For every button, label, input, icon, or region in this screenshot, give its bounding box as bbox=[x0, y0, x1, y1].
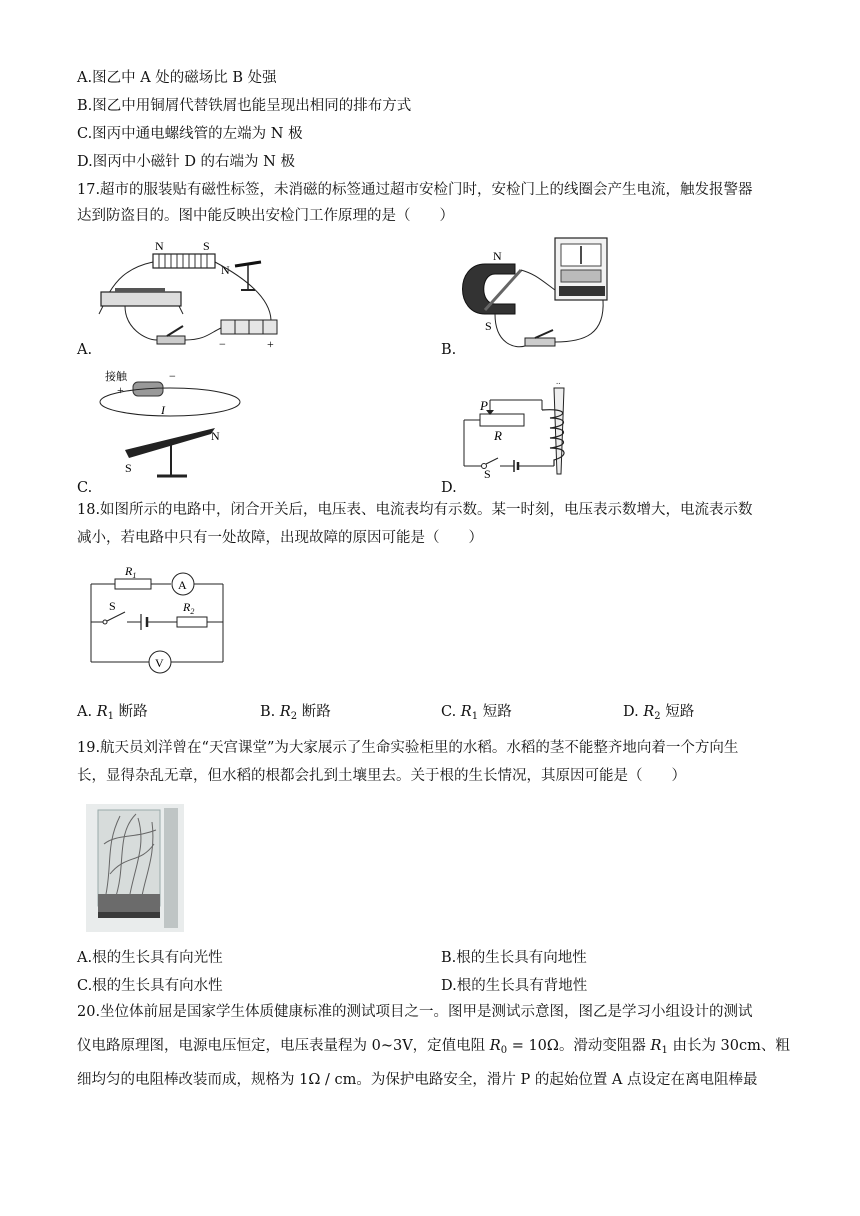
wire-loop bbox=[100, 388, 240, 416]
label-s: S bbox=[125, 461, 132, 475]
label-i: I bbox=[161, 403, 165, 417]
label-n2: N bbox=[221, 263, 230, 277]
svg-text:R1 bbox=[124, 564, 136, 580]
label-contact: 接触 bbox=[105, 371, 127, 383]
q17-figure-a bbox=[95, 238, 295, 354]
q17-figure-d bbox=[458, 378, 578, 480]
r2-symbol: R bbox=[183, 600, 191, 614]
svg-text:..: .. bbox=[556, 378, 561, 386]
r1-symbol: R bbox=[125, 564, 133, 578]
q18-option-a: A. $R_1$ 断路 bbox=[77, 704, 148, 722]
label-minus: − bbox=[169, 369, 176, 383]
label-p: P bbox=[480, 398, 488, 413]
q20-stem-line1: 20.坐位体前屈是国家学生体质健康标准的测试项目之一。图甲是测试示意图，图乙是学习小组设计的测试 bbox=[77, 1004, 753, 1020]
q16-option-b: B.图乙中用铜屑代替铁屑也能呈现出相同的排布方式 bbox=[77, 98, 412, 114]
q18-stem-line1: 18.如图所示的电路中，闭合开关后，电压表、电流表均有示数。某一时刻，电压表示数增大，电流表示数 bbox=[77, 502, 753, 518]
label-s: S bbox=[485, 319, 492, 333]
q18-option-c: C. $R_1$ 短路 bbox=[441, 704, 512, 722]
voltmeter-label: V bbox=[155, 656, 164, 670]
q19-option-a: A.根的生长具有向光性 bbox=[77, 950, 223, 966]
q20-stem-line2: 仪电路原理图，电源电压恒定，电压表量程为 0~3V，定值电阻 $R_0 = 10\Omega$。滑动变阻器 $R_1$ 由长为 30cm、粗 bbox=[77, 1038, 790, 1056]
label-n: N bbox=[155, 239, 164, 253]
battery-minus: − bbox=[219, 337, 226, 351]
switch bbox=[525, 338, 555, 346]
resistor-r1 bbox=[115, 579, 151, 589]
q18-stem-line2: 减小，若电路中只有一处故障，出现故障的原因可能是（ ） bbox=[77, 530, 483, 546]
resistor-r2 bbox=[177, 617, 207, 627]
q18-circuit-diagram bbox=[85, 562, 233, 676]
q17-option-a-label: A. bbox=[77, 342, 93, 358]
q18-option-d: D. $R_2$ 短路 bbox=[623, 704, 695, 722]
rheostat bbox=[101, 292, 181, 306]
r2-sub: 2 bbox=[190, 607, 195, 616]
q19-option-b: B.根的生长具有向地性 bbox=[441, 950, 587, 966]
q20-stem-line3: 细均匀的电阻棒改装而成，规格为 1Ω / cm。为保护电路安全，滑片 P 的起始位置 A 点设定在离电阻棒最 bbox=[77, 1072, 758, 1088]
q17-option-b-label: B. bbox=[441, 342, 457, 358]
q17-stem-line2: 达到防盗目的。图中能反映出安检门工作原理的是（ ） bbox=[77, 208, 454, 224]
switch-s bbox=[107, 612, 125, 621]
q17-figure-b bbox=[455, 234, 615, 356]
q19-stem-line2: 长，显得杂乱无章，但水稻的根都会扎到土壤里去。关于根的生长情况，其原因可能是（ ） bbox=[77, 768, 686, 784]
switch-label: S bbox=[109, 599, 116, 613]
ammeter-label: A bbox=[178, 578, 187, 592]
label-s: S bbox=[484, 467, 491, 480]
q18-option-b: B. $R_2$ 断路 bbox=[260, 704, 331, 722]
label-r: R bbox=[494, 428, 502, 443]
rheostat bbox=[480, 414, 524, 426]
svg-text:R2 bbox=[182, 600, 194, 616]
r1-sub: 1 bbox=[132, 571, 137, 580]
label-n: N bbox=[211, 429, 220, 443]
label-n: N bbox=[493, 249, 502, 263]
q17-stem-line1: 17.超市的服装贴有磁性标签，未消磁的标签通过超市安检门时，安检门上的线圈会产生电流，触发报警器 bbox=[77, 182, 753, 198]
q19-stem-line1: 19.航天员刘洋曾在“天宫课堂”为大家展示了生命实验柜里的水稻。水稻的茎不能整齐地向着一个方向生 bbox=[77, 740, 739, 756]
q16-option-c: C.图丙中通电螺线管的左端为 N 极 bbox=[77, 126, 303, 142]
q19-option-d: D.根的生长具有背地性 bbox=[441, 978, 588, 994]
battery-plus: + bbox=[267, 337, 274, 351]
q17-figure-c bbox=[95, 364, 245, 484]
q16-option-d: D.图丙中小磁针 D 的右端为 N 极 bbox=[77, 154, 295, 170]
q16-option-a: A.图乙中 A 处的磁场比 B 处强 bbox=[77, 70, 277, 86]
q19-rice-photo bbox=[86, 804, 184, 932]
switch bbox=[157, 336, 185, 344]
solenoid-coil bbox=[153, 254, 215, 268]
label-plus: + bbox=[117, 383, 124, 397]
q17-option-d-label: D. bbox=[441, 480, 457, 496]
q19-option-c: C.根的生长具有向水性 bbox=[77, 978, 223, 994]
label-s: S bbox=[203, 239, 210, 253]
q17-option-c-label: C. bbox=[77, 480, 93, 496]
